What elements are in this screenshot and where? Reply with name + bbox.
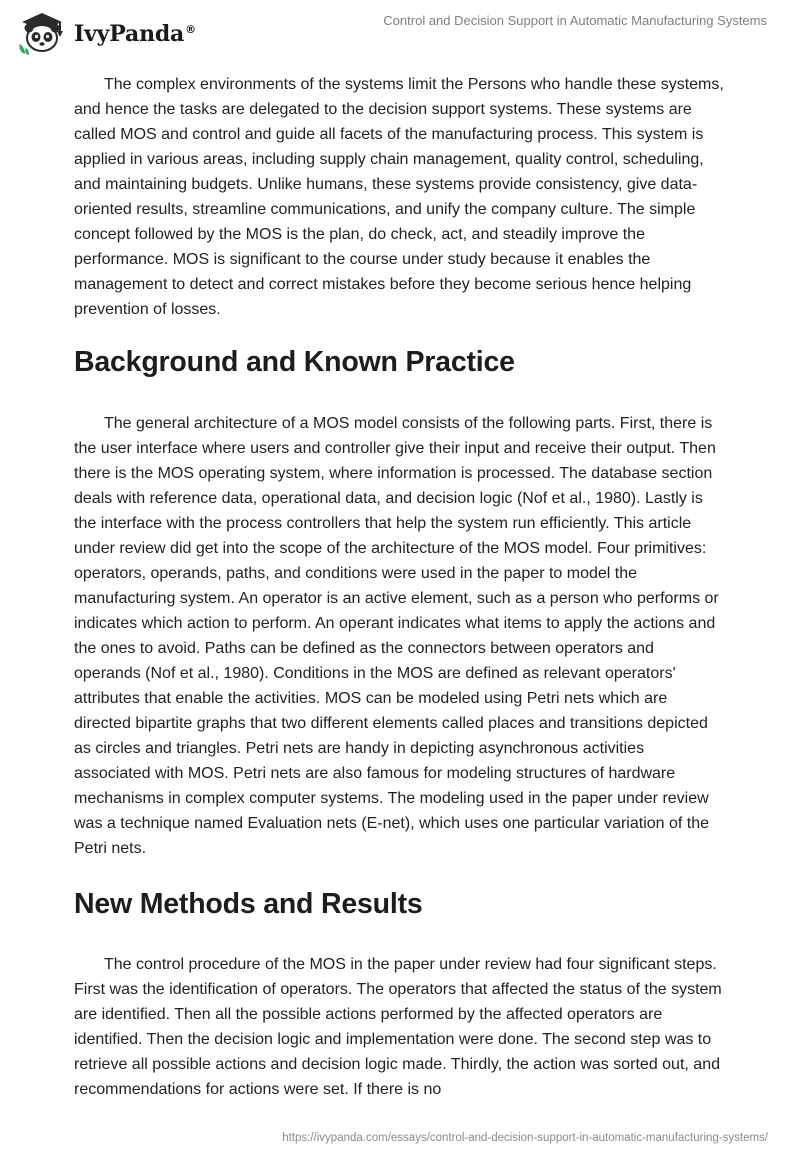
background-paragraph: The general architecture of a MOS model consists of the following parts. First, there is the user interface where users and controller give their input and receive their output. Then there is the MOS operating system, where information is processed. The database section deals with reference data, operational data, and decision logic (Nof et al., 1980). Lastly is the interface with the process controllers that help the system run efficiently. This article under review did get into the scope of the architecture of the MOS model. Four primitives: operators, operands, paths, and conditions were used in the paper to model the manufacturing system. An operator is an active element, such as a person who performs or indicates which action to perform. An operant indicates what items to apply the actions and the ones to avoid. Paths can be defined as the connectors between operators and operands (Nof et al., 1980). Conditions in the MOS are defined as relevant operators' attributes that enable the activities. MOS can be modeled using Petri nets which are directed bipartite graphs that two different elements called places and transitions depicted as circles and triangles. Petri nets are handy in depicting asynchronous activities associated with MOS. Petri nets are also famous for modeling structures of hardware mechanisms in complex computer systems. The modeling used in the paper under review was a technique named Evaluation nets (E-net), which uses one particular variation of the Petri nets. xyxy=(74,415,719,857)
intro-paragraph: The complex environments of the systems limit the Persons who handle these systems, and hence the tasks are delegated to the decision support systems. These systems are called MOS and control and guide all facets of the manufacturing process. This system is applied in various areas, including supply chain management, quality control, scheduling, and maintaining budgets. Unlike humans, these systems provide consistency, give data-oriented results, streamline communications, and unify the company culture. The simple concept followed by the MOS is the plan, do check, act, and steadily improve the performance. MOS is significant to the course under study because it enables the management to detect and correct mistakes before they become serious hence helping prevention of losses. xyxy=(74,76,724,318)
page-header xyxy=(0,0,800,60)
ivypanda-logo[interactable] xyxy=(16,10,196,56)
document-title: Control and Decision Support in Automatic Manufacturing Systems xyxy=(383,13,767,28)
section-heading-methods: New Methods and Results xyxy=(74,888,423,920)
brand-name: IvyPanda® xyxy=(74,21,196,47)
methods-paragraph: The control procedure of the MOS in the paper under review had four significant steps. First was the identification of operators. The operators that affected the status of the system are identified. Then all the possible actions performed by the affected operators are identified. Then the decision logic and implementation were done. The second step was to retrieve all possible actions and decision logic made. Thirdly, the action was sorted out, and recommendations for actions were set. If there is no xyxy=(74,956,722,1098)
section-heading-background: Background and Known Practice xyxy=(74,346,515,378)
source-url[interactable]: https://ivypanda.com/essays/control-and-decision-support-in-automatic-manufacturing-systems/ xyxy=(282,1132,768,1144)
article-body xyxy=(74,72,724,1102)
panda-graduation-cap-icon xyxy=(16,10,68,56)
